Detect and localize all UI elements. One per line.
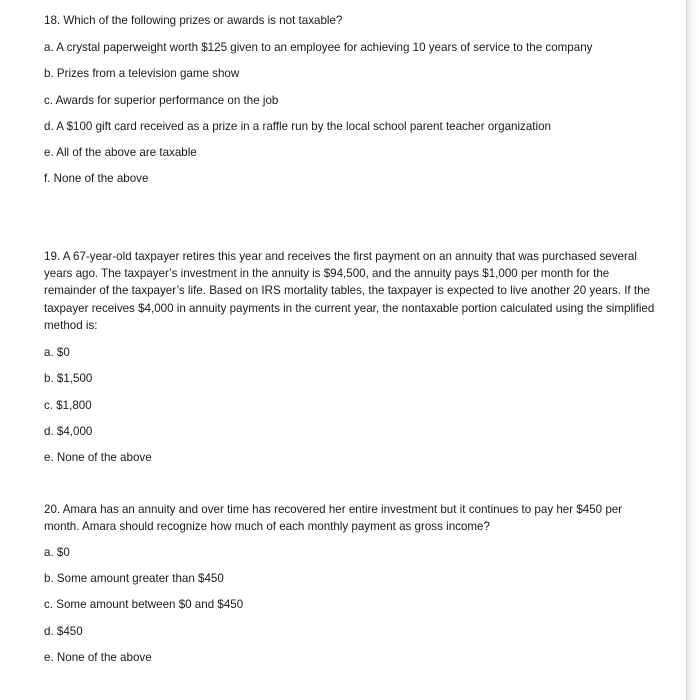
question-20-option-d: d. $450 <box>44 625 83 638</box>
question-18-option-c: c. Awards for superior performance on the job <box>44 94 279 107</box>
question-19-option-d: d. $4,000 <box>44 425 93 438</box>
page-edge-shadow <box>686 0 699 700</box>
question-20-option-a: a. $0 <box>44 546 70 559</box>
question-18-option-e: e. All of the above are taxable <box>44 146 197 159</box>
question-20-stem: 20. Amara has an annuity and over time has recovered her entire investment but it continues to pay her $450 per month. Amara should recognize how much of each monthly payment as gross income? <box>44 503 623 534</box>
question-18-option-d: d. A $100 gift card received as a prize in a raffle run by the local school parent teacher organization <box>44 120 551 133</box>
question-18-stem: 18. Which of the following prizes or awards is not taxable? <box>44 14 343 27</box>
question-19-option-e: e. None of the above <box>44 451 152 464</box>
question-19-stem: 19. A 67-year-old taxpayer retires this year and receives the first payment on an annuity that was purchased several years ago. The taxpayer’s investment in the annuity is $94,500, and the annuity pays $1,000 per month for the remainder of the taxpayer’s life. Based on IRS mortality tables, the taxpayer is expected to live another 20 years. If the taxpayer receives $4,000 in annuity payments in the current year, the nontaxable portion calculated using the simplified method is: <box>44 250 655 332</box>
question-18-option-a: a. A crystal paperweight worth $125 given to an employee for achieving 10 years of service to the company <box>44 41 593 54</box>
question-19-option-a: a. $0 <box>44 346 70 359</box>
question-20-option-c: c. Some amount between $0 and $450 <box>44 598 244 611</box>
question-20-option-e: e. None of the above <box>44 651 152 664</box>
question-19-option-b: b. $1,500 <box>44 372 93 385</box>
question-20-option-b: b. Some amount greater than $450 <box>44 572 224 585</box>
question-19-option-c: c. $1,800 <box>44 399 92 412</box>
question-18-option-f: f. None of the above <box>44 172 149 185</box>
question-18-option-b: b. Prizes from a television game show <box>44 67 240 80</box>
